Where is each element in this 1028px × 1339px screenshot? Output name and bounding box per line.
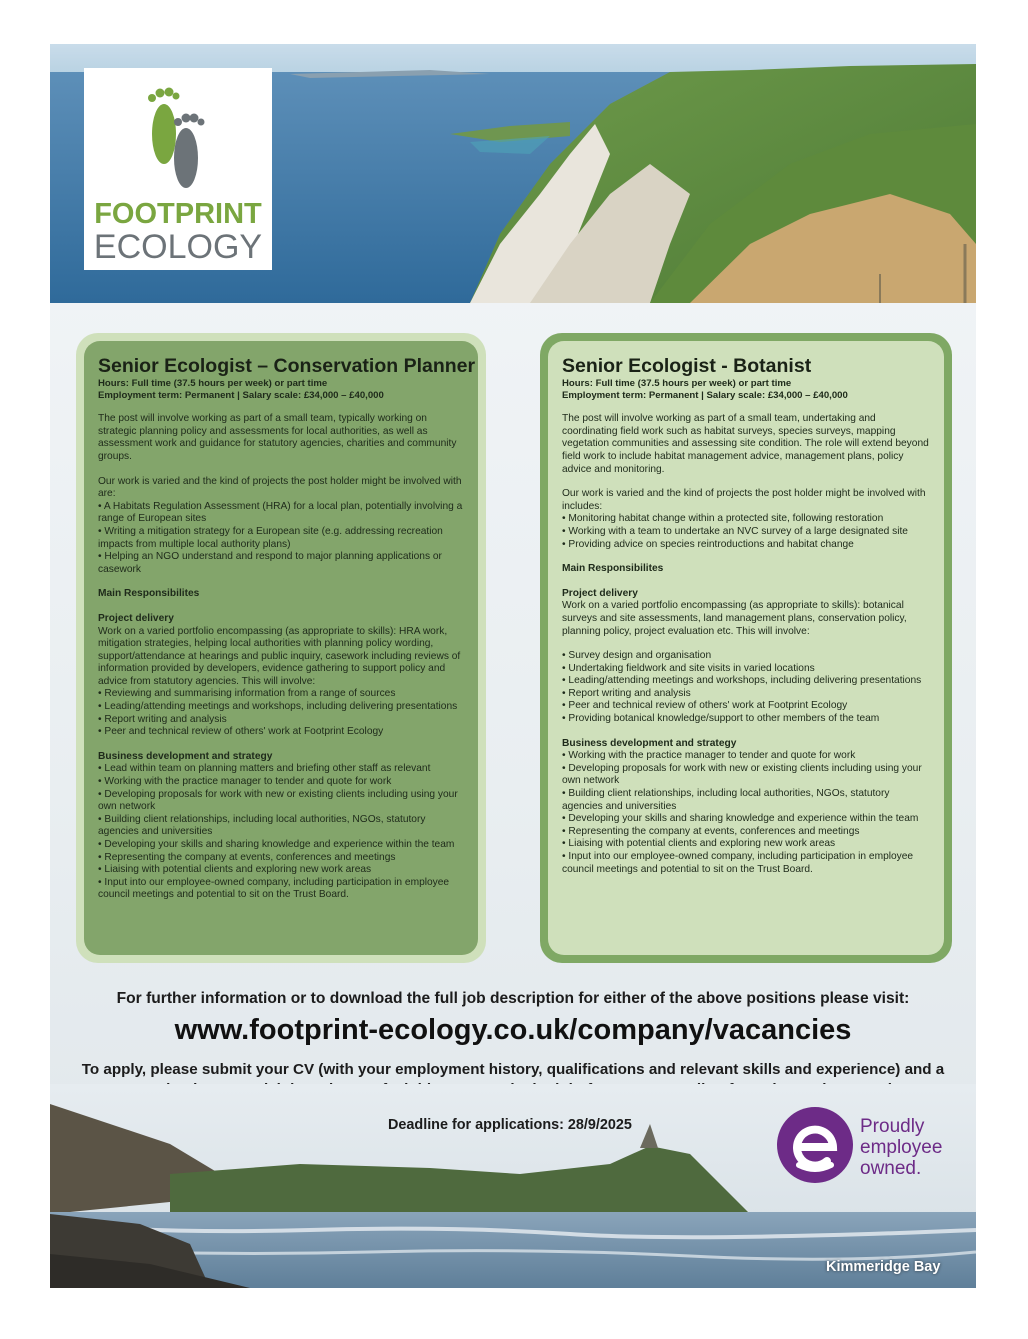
bullet-item: • Developing proposals for work with new or existing clients including using your own network: [562, 762, 922, 787]
bullet-item: • Monitoring habitat change within a protected site, following restoration: [562, 513, 884, 525]
bullet-item: • Providing advice on species reintroductions and habitat change: [562, 538, 854, 550]
eo-line-2: employee: [860, 1137, 943, 1158]
job-card-botanist: [540, 333, 952, 963]
bullet-item: • Input into our employee-owned company, including participation in employee council meetings and potential to sit on the Trust Board.: [98, 876, 450, 901]
bullet-item: • Leading/attending meetings and workshops, including delivering presentations: [98, 701, 458, 713]
footprint-ecology-logo: [84, 68, 272, 270]
bullet-item: • Developing your skills and sharing knowledge and experience within the team: [562, 813, 919, 825]
job-intro: The post will involve working as part of a small team, typically working on strategic planning policy and assessments for local authorities, as well as assessment work and guidance for statutory agencies, charities and community groups.: [98, 413, 457, 462]
bullet-item: • Lead within team on planning matters and briefing other staff as relevant: [98, 763, 431, 775]
vacancies-link[interactable]: www.footprint-ecology.co.uk/company/vacancies: [174, 1014, 852, 1046]
bullet-item: • Representing the company at events, conferences and meetings: [98, 851, 396, 863]
bullet-item: • Writing a mitigation strategy for a European site (e.g. addressing recreation impacts from multiple local authority plans): [98, 525, 443, 550]
apply-instructions: To apply, please submit your CV (with your employment history, qualifications and relevant skills and experience) and a: [81, 1061, 945, 1078]
job-term-salary: Employment term: Permanent | Salary scale: £34,000 – £40,000: [562, 389, 848, 401]
main-responsibilities-heading: Main Responsibilites: [562, 563, 664, 575]
bullet-item: • Building client relationships, including local authorities, NGOs, statutory agencies and universities: [562, 788, 890, 812]
bullet-item: • Building client relationships, including local authorities, NGOs, statutory agencies and universities: [98, 813, 426, 838]
bullet-item: • A Habitats Regulation Assessment (HRA) for a local plan, potentially involving a range of European sites: [98, 500, 463, 525]
bullet-item: • Developing proposals for work with new or existing clients including using your own network: [98, 788, 458, 813]
main-responsibilities-heading: Main Responsibilites: [98, 588, 200, 600]
bullet-item: • Providing botanical knowledge/support to other members of the team: [562, 713, 880, 725]
job-varied-intro: Our work is varied and the kind of projects the post holder might be involved with are:: [98, 475, 462, 500]
bullet-item: • Input into our employee-owned company, including participation in employee council meetings and potential to sit on the Trust Board.: [562, 851, 914, 875]
bullet-item: • Helping an NGO understand and respond to major planning applications or casework: [98, 551, 442, 575]
bullet-item: • Leading/attending meetings and workshops, including delivering presentations: [562, 675, 922, 687]
bullet-item: • Liaising with potential clients and exploring new work areas: [98, 864, 372, 876]
bullet-item: • Peer and technical review of others' work at Footprint Ecology: [562, 700, 848, 712]
logo-text-ecology: ECOLOGY: [93, 228, 263, 266]
bullet-item: • Working with a team to undertake an NVC survey of a large designated site: [562, 525, 908, 537]
further-info-text: For further information or to download the full job description for either of the above positions please visit:: [116, 990, 910, 1007]
bullet-item: • Liaising with potential clients and exploring new work areas: [562, 838, 836, 850]
location-caption: Kimmeridge Bay: [826, 1259, 941, 1275]
logo-text-footprint: FOOTPRINT: [94, 198, 262, 230]
application-deadline: Deadline for applications: 28/9/2025: [388, 1117, 632, 1133]
job-term-salary: Employment term: Permanent | Salary scale: £34,000 – £40,000: [98, 389, 384, 401]
vacancy-poster: [50, 44, 976, 1288]
bullet-item: • Undertaking fieldwork and site visits in varied locations: [562, 662, 815, 674]
eo-line-1: Proudly: [860, 1116, 925, 1137]
job-title: Senior Ecologist - Botanist: [562, 355, 812, 377]
project-delivery-text: Work on a varied portfolio encompassing (as appropriate to skills): botanical surveys and site assessments, land management plans, conservation policy, planning policy, project evaluation etc. This will involve:: [562, 600, 907, 637]
business-development-heading: Business development and strategy: [562, 737, 737, 749]
bullet-item: • Working with the practice manager to tender and quote for work: [562, 750, 856, 762]
bullet-item: • Peer and technical review of others' work at Footprint Ecology: [98, 726, 384, 738]
footprint-icon: [142, 84, 212, 196]
bullet-item: • Reviewing and summarising information from a range of sources: [98, 688, 396, 700]
employee-owned-icon: [777, 1107, 853, 1183]
business-development-heading: Business development and strategy: [98, 750, 273, 762]
job-intro: The post will involve working as part of a small team, undertaking and coordinating field work such as habitat surveys, species surveys, mapping vegetation communities and assessing site condition. The role will extend beyond field work to include habitat management advice, management plans, policy advice and monitoring.: [562, 413, 929, 475]
job-hours: Hours: Full time (37.5 hours per week) or part time: [562, 378, 792, 389]
bullet-item: • Developing your skills and sharing knowledge and experience within the team: [98, 839, 455, 850]
hero-coast-image: [50, 44, 976, 303]
bullet-item: • Representing the company at events, conferences and meetings: [562, 825, 860, 837]
bullet-item: • Survey design and organisation: [562, 650, 712, 662]
project-delivery-text: Work on a varied portfolio encompassing (as appropriate to skills): HRA work, mitigation strategies, helping local authorities with planning policy wording, support/attendance at hearings and public inquiry, casework including reviews of information provided by developers, evidence gathering to support policy and advice from statutory agencies. This will involve:: [98, 625, 461, 687]
job-hours: Hours: Full time (37.5 hours per week) or part time: [98, 378, 328, 389]
job-title: Senior Ecologist – Conservation Planner: [98, 355, 476, 377]
eo-line-3: owned.: [860, 1158, 922, 1179]
project-delivery-heading: Project delivery: [562, 587, 638, 599]
employee-owned-label: [860, 1116, 942, 1179]
bullet-item: • Report writing and analysis: [562, 687, 691, 699]
project-delivery-heading: Project delivery: [98, 612, 174, 624]
bullet-item: • Report writing and analysis: [98, 713, 227, 725]
job-card-conservation-planner: [76, 333, 486, 963]
bullet-item: • Working with the practice manager to tender and quote for work: [98, 776, 392, 788]
job-varied-intro: Our work is varied and the kind of projects the post holder might be involved with includes:: [562, 488, 926, 512]
